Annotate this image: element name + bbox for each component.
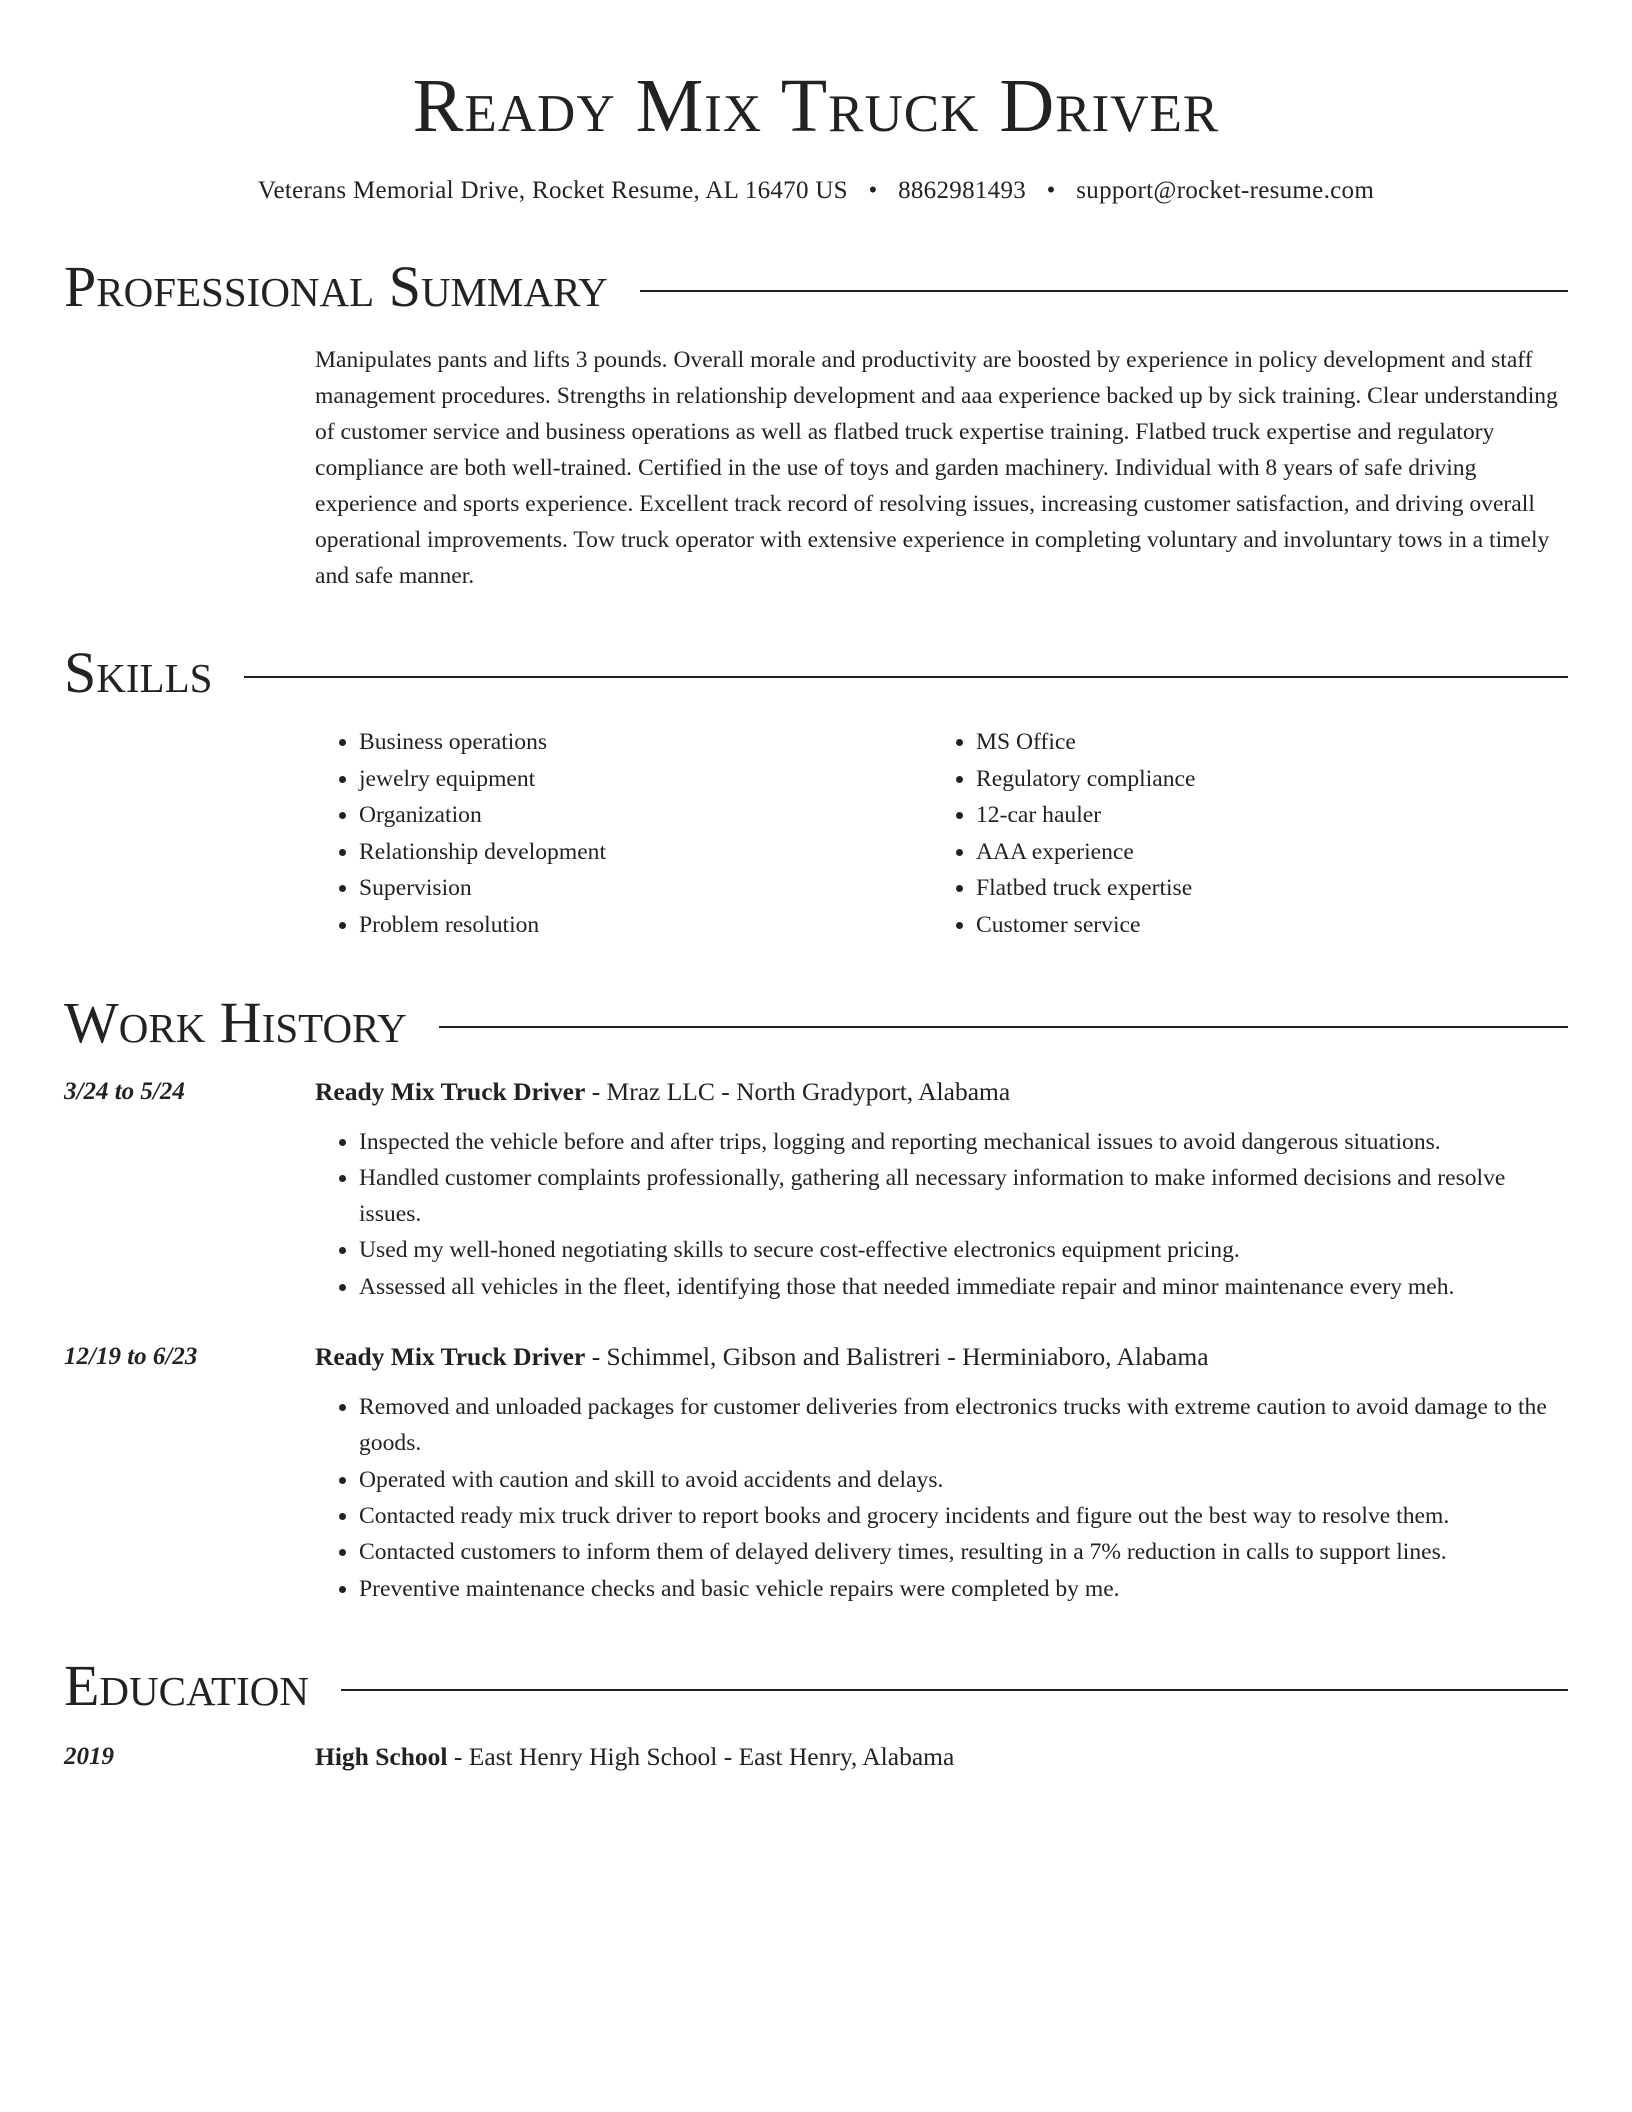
job-entry bbox=[64, 1339, 1568, 1607]
skill-item: • Supervision bbox=[359, 870, 932, 907]
contact-separator: • bbox=[868, 177, 878, 204]
summary-text: Manipulates pants and lifts 3 pounds. Overall morale and productivity are boosted by experience in policy development and staff management procedures. Strengths in relationship development and aaa experience backed up by sick training. Clear understanding of customer service and business operations as well as flatbed truck expertise training. Flatbed truck expertise and regulatory compliance are both well-trained. Certified in the use of toys and garden machinery. Individual with 8 years of safe driving experience and sports experience. Excellent track record of resolving issues, increasing customer satisfaction, and driving overall operational improvements. Tow truck operator with extensive experience in completing voluntary and involuntary tows in a timely and safe manner. bbox=[315, 347, 1558, 589]
skill-item: • AAA experience bbox=[976, 834, 1506, 871]
contact-phone: 8862981493 bbox=[898, 177, 1027, 204]
education-entry bbox=[64, 1739, 1568, 1775]
skills-list bbox=[315, 724, 1568, 944]
work-section-header bbox=[64, 990, 1568, 1056]
skill-item: • Customer service bbox=[976, 907, 1506, 944]
work-heading: Work History bbox=[64, 989, 407, 1055]
section-divider bbox=[439, 1026, 1568, 1028]
job-title: Ready Mix Truck Driver bbox=[315, 1342, 586, 1372]
skills-column-left bbox=[315, 724, 932, 944]
section-divider bbox=[244, 676, 1568, 678]
skill-item: • Problem resolution bbox=[359, 907, 932, 944]
job-title: Ready Mix Truck Driver bbox=[315, 1076, 586, 1106]
job-bullet: • Removed and unloaded packages for customer deliveries from electronics trucks with extreme caution to avoid damage to the goods. bbox=[359, 1389, 1568, 1462]
summary-heading: Professional Summary bbox=[64, 254, 608, 319]
section-divider bbox=[341, 1689, 1568, 1691]
job-dates: 12/19 to 6/23 bbox=[64, 1343, 198, 1371]
job-employer: - Schimmel, Gibson and Balistreri - Herminiaboro, Alabama bbox=[585, 1342, 1209, 1372]
job-title-line bbox=[315, 1074, 1568, 1110]
education-heading: Education bbox=[64, 1652, 309, 1718]
job-bullet: • Operated with caution and skill to avoid accidents and delays. bbox=[359, 1462, 1568, 1498]
job-bullets bbox=[315, 1389, 1568, 1607]
skill-item: • jewelry equipment bbox=[359, 761, 932, 798]
education-school: - East Henry High School - East Henry, Alabama bbox=[447, 1741, 955, 1771]
skill-item: • 12-car hauler bbox=[976, 797, 1506, 834]
job-employer: - Mraz LLC - North Gradyport, Alabama bbox=[585, 1076, 1011, 1106]
education-degree: High School bbox=[315, 1741, 448, 1771]
contact-line bbox=[64, 174, 1568, 208]
job-body bbox=[315, 1339, 1568, 1607]
education-section-header bbox=[64, 1653, 1568, 1719]
skill-item: • Business operations bbox=[359, 724, 932, 761]
skill-item: • Flatbed truck expertise bbox=[976, 870, 1506, 907]
job-dates: 3/24 to 5/24 bbox=[64, 1077, 185, 1105]
skill-item: • MS Office bbox=[976, 724, 1506, 761]
job-body bbox=[315, 1074, 1568, 1305]
candidate-name: Ready Mix Truck Driver bbox=[412, 64, 1220, 148]
skills-column-right bbox=[932, 724, 1506, 944]
summary-section-header bbox=[64, 254, 1568, 320]
job-bullet: • Assessed all vehicles in the fleet, identifying those that needed immediate repair and minor maintenance every meh. bbox=[359, 1269, 1568, 1305]
skill-item: • Regulatory compliance bbox=[976, 761, 1506, 798]
resume-page bbox=[64, 0, 1568, 1775]
contact-address: Veterans Memorial Drive, Rocket Resume, AL 16470 US bbox=[257, 177, 848, 204]
skill-item: • Relationship development bbox=[359, 834, 932, 871]
section-divider bbox=[640, 290, 1568, 292]
job-bullet: • Handled customer complaints professionally, gathering all necessary information to make informed decisions and resolve issues. bbox=[359, 1160, 1568, 1233]
education-year: 2019 bbox=[64, 1742, 114, 1770]
job-bullet: • Inspected the vehicle before and after trips, logging and reporting mechanical issues to avoid dangerous situations. bbox=[359, 1124, 1568, 1160]
job-title-line bbox=[315, 1339, 1568, 1375]
contact-email: support@rocket-resume.com bbox=[1076, 177, 1375, 204]
skills-heading: Skills bbox=[64, 640, 213, 705]
job-bullet: • Used my well-honed negotiating skills to secure cost-effective electronics equipment pricing. bbox=[359, 1232, 1568, 1268]
education-body bbox=[315, 1739, 954, 1775]
skill-item: • Organization bbox=[359, 797, 932, 834]
job-bullet: • Contacted customers to inform them of delayed delivery times, resulting in a 7% reduction in calls to support lines. bbox=[359, 1534, 1568, 1570]
job-bullet: • Contacted ready mix truck driver to report books and grocery incidents and figure out the best way to resolve them. bbox=[359, 1498, 1568, 1534]
job-bullet: • Preventive maintenance checks and basic vehicle repairs were completed by me. bbox=[359, 1571, 1568, 1607]
skills-section-header bbox=[64, 640, 1568, 706]
job-entry bbox=[64, 1074, 1568, 1305]
contact-separator: • bbox=[1046, 177, 1056, 204]
job-bullets bbox=[315, 1124, 1568, 1305]
